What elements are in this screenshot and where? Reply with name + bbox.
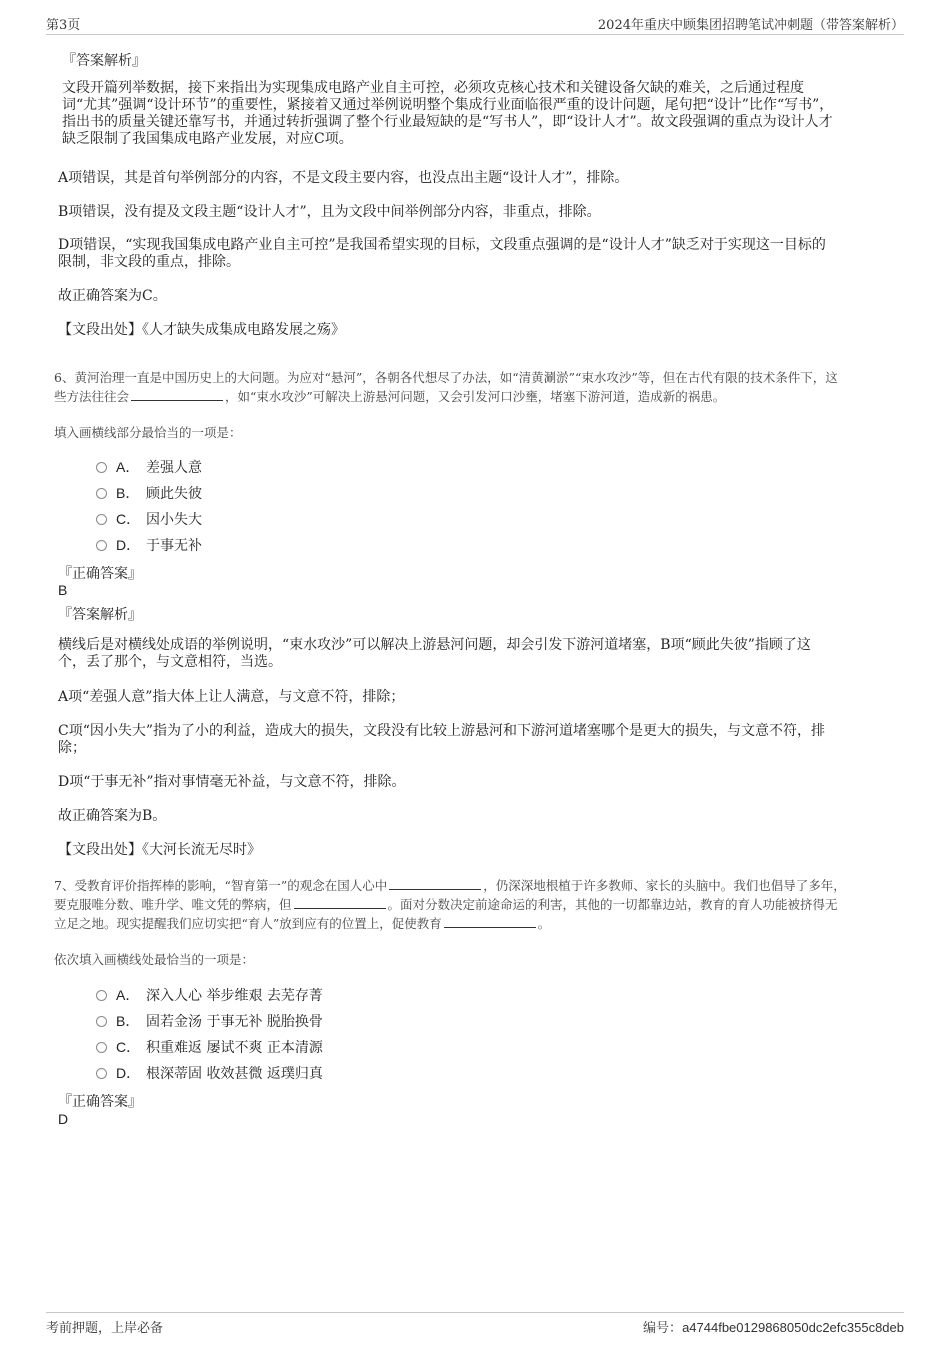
q6-analysis-line: 个，丢了那个，与文意相符，当选。 [58, 654, 282, 670]
q6-option-a[interactable]: A． 差强人意 [96, 457, 202, 477]
q6-correct-answer: B [58, 582, 68, 598]
q6-stem [54, 368, 904, 406]
radio-button[interactable] [96, 1016, 107, 1027]
q7-option-a[interactable]: A． 深入人心 举步维艰 去芜存菁 [96, 985, 323, 1005]
fill-blank [131, 388, 223, 401]
fill-blank [444, 915, 536, 928]
q7-stem-line: 7、受教育评价指挥棒的影响，“智育第一”的观念在国人心中 ，仍深深地根植于许多教师、家长的头脑中。我们也倡导了多年， [54, 878, 846, 893]
radio-button[interactable] [96, 540, 107, 551]
q7-stem [54, 876, 904, 933]
page-header [46, 12, 904, 35]
q7-stem-line: 要克服唯分数、唯升学、唯文凭的弊病，但 。面对分数决定前途命运的利害，其他的一切都靠边站，教育的育人功能被挤得无 [54, 897, 838, 912]
q7-stem-line: 立足之地。现实提醒我们应切实把“育人”放到应有的位置上，促使教育 。 [54, 916, 551, 931]
q5-point-b: B项错误，没有提及文段主题“设计人才”，且为文段中间举例部分内容，非重点，排除。 [58, 204, 601, 220]
radio-button[interactable] [96, 1068, 107, 1079]
q7-correct-tag: 『正确答案』 [58, 1094, 142, 1110]
q6-analysis [58, 637, 903, 671]
radio-button[interactable] [96, 990, 107, 1001]
q5-analysis [62, 80, 902, 148]
q6-option-c[interactable]: C． 因小失大 [96, 509, 202, 529]
q5-source: 【文段出处】《人才缺失成集成电路发展之殇》 [58, 322, 345, 338]
q5-conclusion: 故正确答案为C。 [58, 288, 167, 304]
radio-button[interactable] [96, 462, 107, 473]
q7-correct-answer: D [58, 1111, 69, 1127]
radio-button[interactable] [96, 488, 107, 499]
q5-point-d-line: 限制，非文段的重点，排除。 [58, 254, 240, 270]
q6-point-d: D项“于事无补”指对事情毫无补益，与文意不符，排除。 [58, 774, 406, 790]
q5-point-d [58, 237, 903, 271]
q6-option-b[interactable]: B． 顾此失彼 [96, 483, 202, 503]
q5-point-d-line: D项错误，“实现我国集成电路产业自主可控”是我国希望实现的目标，文段重点强调的是“设计人才”缺乏对于实现这一目标的 [58, 237, 826, 253]
q6-stem-line: 6、黄河治理一直是中国历史上的大问题。为应对“悬河”，各朝各代想尽了办法，如“清黄涮淤”“束水攻沙”等，但在古代有限的技术条件下，这 [54, 370, 838, 385]
q5-point-a: A项错误，其是首句举例部分的内容，不是文段主要内容，也没点出主题“设计人才”，排除。 [58, 170, 629, 186]
q7-option-b[interactable]: B． 固若金汤 于事无补 脱胎换骨 [96, 1011, 323, 1031]
page-number: 第3页 [46, 18, 81, 33]
q6-stem-line: 些方法往往会 ，如“束水攻沙”可解决上游悬河问题，又会引发河口沙壅，堵塞下游河道，造成新的祸患。 [54, 389, 726, 404]
serial-number: 编号：a4744fbe0129868050dc2efc355c8deb [643, 1320, 904, 1336]
q7-prompt: 依次填入画横线处最恰当的一项是： [54, 952, 255, 967]
q6-correct-tag: 『正确答案』 [58, 566, 142, 582]
radio-button[interactable] [96, 514, 107, 525]
q7-option-c[interactable]: C． 积重难返 屡试不爽 正本清源 [96, 1037, 323, 1057]
q6-point-c [58, 723, 903, 757]
q6-analysis-line: 横线后是对横线处成语的举例说明，“束水攻沙”可以解决上游悬河问题，却会引发下游河道堵塞，B项“顾此失彼”指顾了这 [58, 637, 811, 653]
q6-option-d[interactable]: D． 于事无补 [96, 535, 202, 555]
q6-point-c-line: 除； [58, 740, 86, 756]
q5-analysis-line: 指出书的质量关键还靠写书，并通过转折强调了整个行业最短缺的是“写书人”，即“设计人才”。故文段强调的重点为设计人才 [62, 114, 833, 130]
q6-prompt: 填入画横线部分最恰当的一项是： [54, 425, 242, 440]
q5-analysis-tag: 『答案解析』 [62, 53, 146, 69]
q6-conclusion: 故正确答案为B。 [58, 808, 167, 824]
footer-slogan: 考前押题，上岸必备 [46, 1321, 164, 1336]
fill-blank [389, 877, 481, 890]
q5-analysis-line: 文段开篇列举数据，接下来指出为实现集成电路产业自主可控，必须攻克核心技术和关键设备欠缺的难关，之后通过程度 [62, 80, 804, 96]
q5-analysis-line: 缺乏限制了我国集成电路产业发展，对应C项。 [62, 131, 353, 147]
q7-option-d[interactable]: D． 根深蒂固 收效甚微 返璞归真 [96, 1063, 323, 1083]
q6-point-c-line: C项“因小失大”指为了小的利益，造成大的损失，文段没有比较上游悬河和下游河道堵塞哪个是更大的损失，与文意不符，排 [58, 723, 826, 739]
q6-point-a: A项“差强人意”指大体上让人满意，与文意不符，排除； [58, 689, 405, 705]
q5-analysis-line: 词“尤其”强调“设计环节”的重要性，紧接着又通过举例说明整个集成行业面临很严重的设计问题，尾句把“设计”比作“写书”， [62, 97, 834, 113]
document-title: 2024年重庆中顾集团招聘笔试冲刺题（带答案解析） [597, 18, 904, 33]
q6-source: 【文段出处】《大河长流无尽时》 [58, 842, 261, 858]
fill-blank [294, 896, 386, 909]
page-footer [46, 1312, 904, 1337]
radio-button[interactable] [96, 1042, 107, 1053]
q6-analysis-tag: 『答案解析』 [58, 607, 142, 623]
